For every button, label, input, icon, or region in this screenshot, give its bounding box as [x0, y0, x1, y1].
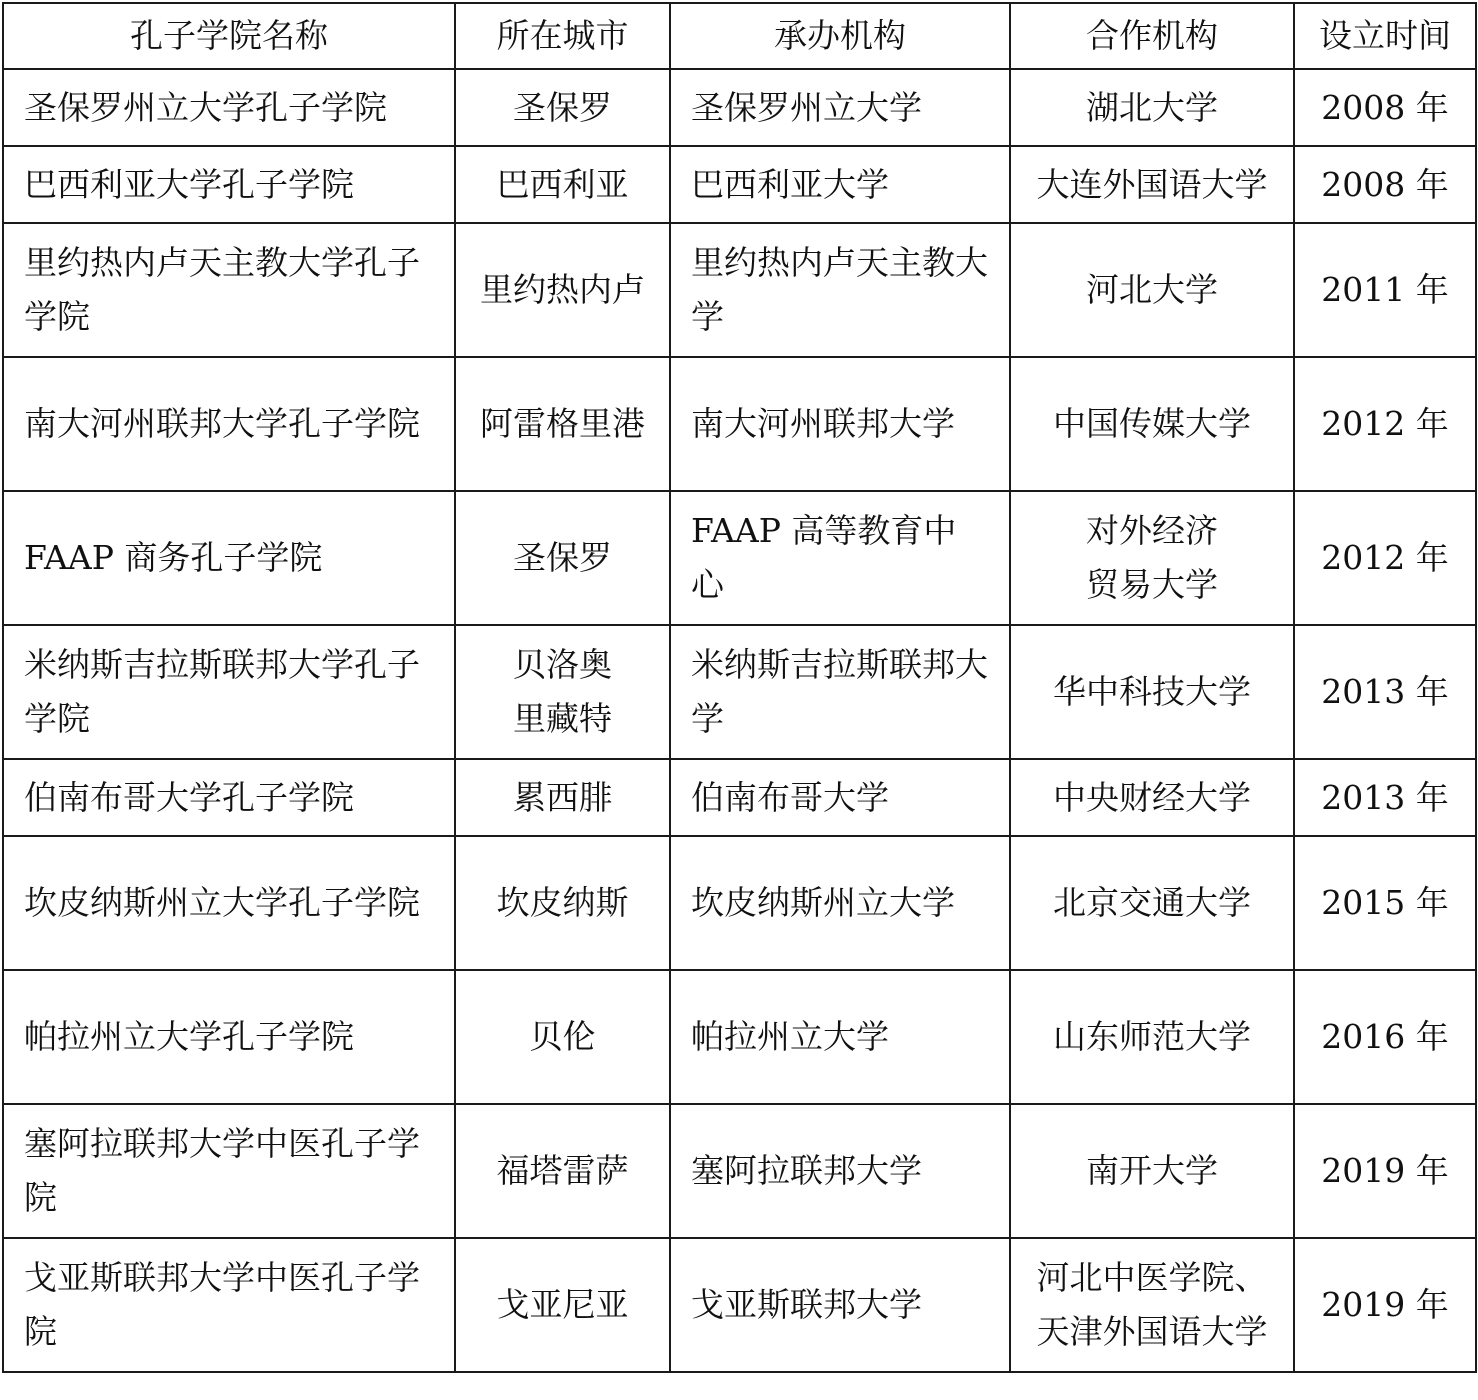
city-cell — [455, 146, 670, 223]
institute-name: 帕拉州立大学孔子学院 — [24, 1017, 354, 1056]
institute-name: 里约热内卢天主教大学孔子学院 — [24, 243, 420, 336]
institute-name-cell — [3, 1104, 455, 1238]
partner-cell — [1010, 146, 1294, 223]
table-row — [3, 69, 1476, 146]
city-cell — [455, 69, 670, 146]
host-institution: 塞阿拉联邦大学 — [691, 1151, 922, 1190]
host-institution: 里约热内卢天主教大学 — [691, 243, 988, 336]
partner-institution: 湖北大学 — [1086, 87, 1218, 127]
city: 里约热内卢 — [480, 270, 645, 309]
host-institution: 戈亚斯联邦大学 — [691, 1285, 922, 1324]
city: 戈亚尼亚 — [496, 1285, 629, 1324]
partner-cell — [1010, 223, 1294, 357]
confucius-institutes-table — [2, 2, 1477, 1373]
city: 阿雷格里港 — [480, 404, 645, 443]
institute-name: FAAP 商务孔子学院 — [24, 538, 323, 577]
city: 坎皮纳斯 — [496, 883, 629, 922]
table-row — [3, 836, 1476, 970]
year-cell — [1294, 69, 1476, 146]
established-year: 2008 年 — [1321, 87, 1449, 127]
city-cell — [455, 625, 670, 759]
partner-cell — [1010, 970, 1294, 1104]
city: 贝伦 — [529, 1017, 596, 1056]
city-cell — [455, 357, 670, 491]
host-cell — [670, 146, 1010, 223]
institute-name: 伯南布哥大学孔子学院 — [24, 777, 354, 817]
established-year: 2012 年 — [1321, 404, 1449, 443]
institute-name: 圣保罗州立大学孔子学院 — [24, 87, 387, 127]
host-cell — [670, 1104, 1010, 1238]
host-cell — [670, 357, 1010, 491]
host-cell — [670, 223, 1010, 357]
partner-institution: 中央财经大学 — [1053, 777, 1251, 817]
partner-institution: 河北中医学院、 天津外国语大学 — [1036, 1258, 1268, 1351]
host-institution: 米纳斯吉拉斯联邦大学 — [691, 645, 988, 738]
table-row — [3, 223, 1476, 357]
established-year: 2013 年 — [1321, 672, 1449, 711]
host-cell — [670, 1238, 1010, 1372]
host-institution: 南大河州联邦大学 — [691, 404, 955, 443]
partner-institution: 华中科技大学 — [1053, 672, 1251, 711]
table-row — [3, 357, 1476, 491]
city-cell — [455, 1104, 670, 1238]
year-cell — [1294, 491, 1476, 625]
city-cell — [455, 759, 670, 836]
header-row — [3, 3, 1476, 69]
host-cell — [670, 491, 1010, 625]
institute-name-cell — [3, 1238, 455, 1372]
host-institution: 巴西利亚大学 — [691, 164, 889, 204]
host-cell — [670, 970, 1010, 1104]
partner-institution: 山东师范大学 — [1053, 1017, 1251, 1056]
table-row — [3, 970, 1476, 1104]
host-institution: 帕拉州立大学 — [691, 1017, 889, 1056]
host-institution: FAAP 高等教育中心 — [691, 511, 957, 604]
partner-cell — [1010, 836, 1294, 970]
institute-name-cell — [3, 970, 455, 1104]
year-cell — [1294, 625, 1476, 759]
year-cell — [1294, 970, 1476, 1104]
year-cell — [1294, 146, 1476, 223]
partner-cell — [1010, 69, 1294, 146]
partner-institution: 南开大学 — [1086, 1151, 1218, 1190]
established-year: 2015 年 — [1321, 883, 1449, 922]
institute-name: 戈亚斯联邦大学中医孔子学院 — [24, 1258, 420, 1351]
institute-name-cell — [3, 836, 455, 970]
city: 圣保罗 — [513, 87, 612, 127]
city: 圣保罗 — [513, 538, 612, 577]
partner-cell — [1010, 625, 1294, 759]
host-institution: 伯南布哥大学 — [691, 777, 889, 817]
city: 贝洛奥 里藏特 — [513, 645, 612, 738]
host-institution: 圣保罗州立大学 — [691, 87, 922, 127]
institute-name-cell — [3, 491, 455, 625]
partner-institution: 北京交通大学 — [1053, 883, 1251, 922]
host-cell — [670, 69, 1010, 146]
city: 福塔雷萨 — [496, 1151, 629, 1190]
institute-name: 塞阿拉联邦大学中医孔子学院 — [24, 1124, 420, 1217]
city: 累西腓 — [513, 777, 612, 817]
established-year: 2008 年 — [1321, 164, 1449, 204]
institute-name: 米纳斯吉拉斯联邦大学孔子学院 — [24, 645, 420, 738]
institute-name: 坎皮纳斯州立大学孔子学院 — [24, 883, 420, 922]
city-cell — [455, 223, 670, 357]
institute-name-cell — [3, 625, 455, 759]
partner-institution: 河北大学 — [1086, 270, 1218, 309]
established-year: 2019 年 — [1321, 1285, 1449, 1324]
year-cell — [1294, 223, 1476, 357]
institute-name: 南大河州联邦大学孔子学院 — [24, 404, 420, 443]
institute-name-cell — [3, 357, 455, 491]
established-year: 2013 年 — [1321, 777, 1449, 817]
header-name: 孔子学院名称 — [3, 3, 455, 69]
header-city: 所在城市 — [455, 3, 670, 69]
city: 巴西利亚 — [496, 164, 629, 204]
institute-name-cell — [3, 759, 455, 836]
host-institution: 坎皮纳斯州立大学 — [691, 883, 955, 922]
year-cell — [1294, 1238, 1476, 1372]
partner-institution: 中国传媒大学 — [1053, 404, 1251, 443]
table-row — [3, 491, 1476, 625]
partner-cell — [1010, 1238, 1294, 1372]
host-cell — [670, 836, 1010, 970]
header-year: 设立时间 — [1294, 3, 1476, 69]
institute-name-cell — [3, 69, 455, 146]
table-row — [3, 625, 1476, 759]
partner-cell — [1010, 357, 1294, 491]
table-row — [3, 1104, 1476, 1238]
established-year: 2012 年 — [1321, 538, 1449, 577]
host-cell — [670, 759, 1010, 836]
partner-institution: 对外经济 贸易大学 — [1086, 511, 1218, 604]
table-row — [3, 1238, 1476, 1372]
established-year: 2016 年 — [1321, 1017, 1449, 1056]
established-year: 2011 年 — [1321, 270, 1449, 309]
city-cell — [455, 491, 670, 625]
year-cell — [1294, 759, 1476, 836]
partner-cell — [1010, 1104, 1294, 1238]
partner-institution: 大连外国语大学 — [1036, 164, 1268, 204]
institute-name-cell — [3, 146, 455, 223]
header-host: 承办机构 — [670, 3, 1010, 69]
established-year: 2019 年 — [1321, 1151, 1449, 1190]
partner-cell — [1010, 491, 1294, 625]
host-cell — [670, 625, 1010, 759]
year-cell — [1294, 357, 1476, 491]
table-row — [3, 146, 1476, 223]
city-cell — [455, 836, 670, 970]
partner-cell — [1010, 759, 1294, 836]
year-cell — [1294, 836, 1476, 970]
city-cell — [455, 970, 670, 1104]
city-cell — [455, 1238, 670, 1372]
institute-name: 巴西利亚大学孔子学院 — [24, 164, 354, 204]
institute-name-cell — [3, 223, 455, 357]
header-partner: 合作机构 — [1010, 3, 1294, 69]
year-cell — [1294, 1104, 1476, 1238]
table-row — [3, 759, 1476, 836]
